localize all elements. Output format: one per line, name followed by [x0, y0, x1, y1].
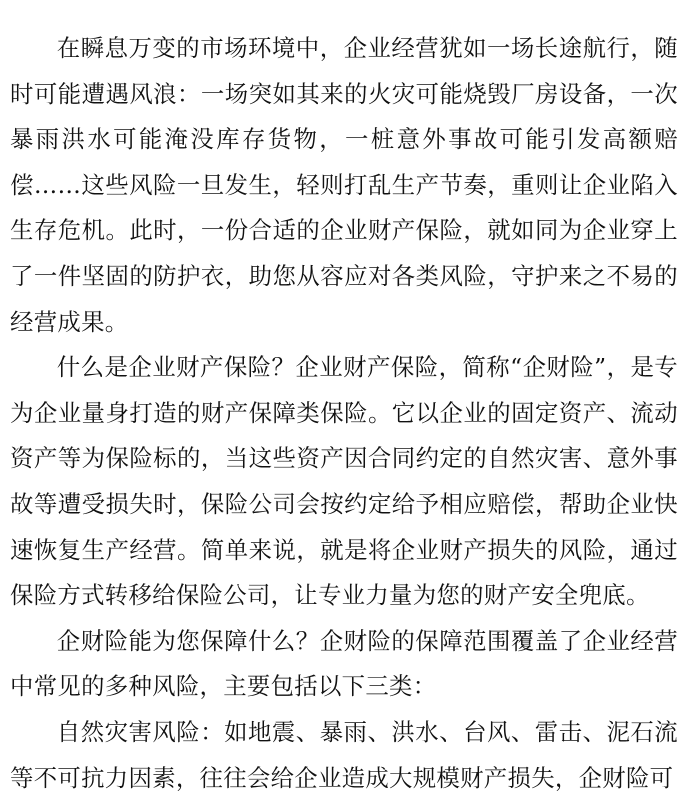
document-body — [10, 26, 678, 801]
paragraph-natural-disaster: 自然灾害风险：如地震、暴雨、洪水、台风、雷击、泥石流等不可抗力因素，往往会给企业造成大规模财产损失，企财险可 — [10, 717, 678, 792]
paragraph-definition: 什么是企业财产保险？企业财产保险，简称“企财险”，是专为企业量身打造的财产保障类保险。它以企业的固定资产、流动资产等为保险标的，当这些资产因合同约定的自然灾害、意外事故等遭受损失时，保险公司会按约定给予相应赔偿，帮助企业快速恢复生产经营。简单来说，就是将企业财产损失的风险，通过保险方式转移给保险公司，让专业力量为您的财产安全兜底。 — [10, 353, 678, 610]
paragraph-coverage-intro: 企财险能为您保障什么？企财险的保障范围覆盖了企业经营中常见的多种风险，主要包括以下三类： — [10, 626, 678, 701]
paragraph-intro: 在瞬息万变的市场环境中，企业经营犹如一场长途航行，随时可能遭遇风浪：一场突如其来的火灾可能烧毁厂房设备，一次暴雨洪水可能淹没库存货物，一桩意外事故可能引发高额赔偿……这些风险一旦发生，轻则打乱生产节奏，重则让企业陷入生存危机。此时，一份合适的企业财产保险，就如同为企业穿上了一件坚固的防护衣，助您从容应对各类风险，守护来之不易的经营成果。 — [10, 34, 678, 336]
